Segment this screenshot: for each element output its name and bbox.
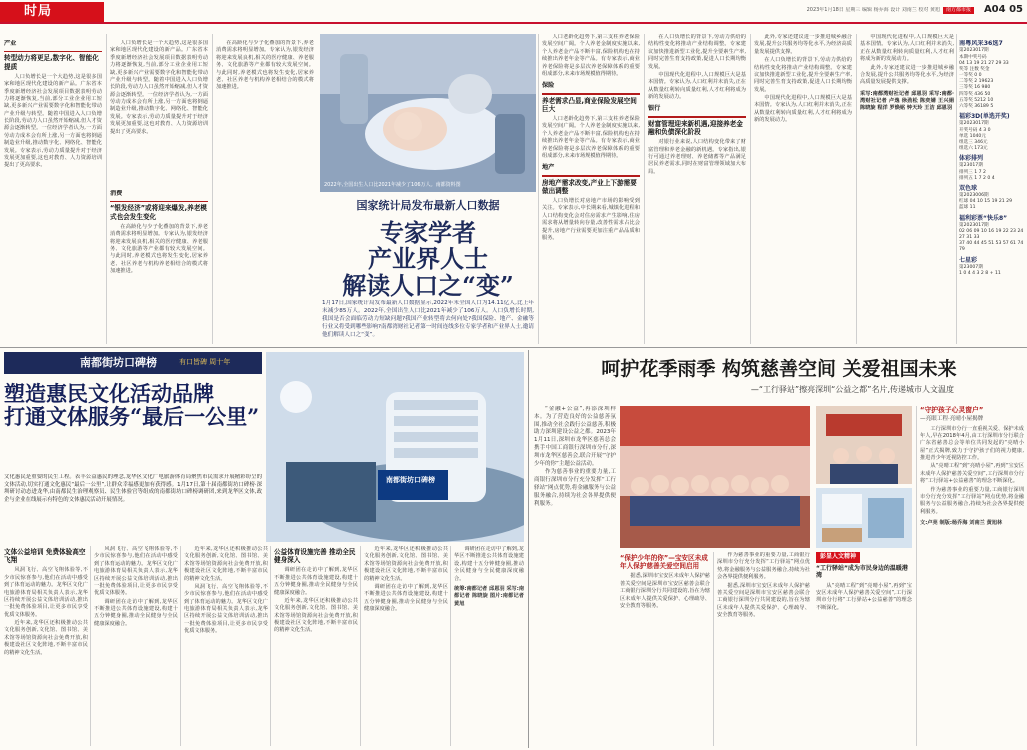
br-box-paragraph-c: 作为慈善事业的重要力量,工商银行深圳市分行充分发挥“工行驿站”网点优势,将金融服务与公益服务融合,持续为社会各界提供便利服务。 (920, 486, 1024, 515)
lottery-row: 37 40 44 45 51 53 57 61 74 79 (959, 241, 1024, 253)
col-rule (450, 546, 451, 746)
sec-industry-body-cont (110, 40, 208, 136)
building-photo-illustration (266, 352, 524, 542)
br-box-paragraph: 工行深圳市分行一直重视关爱、保护未成年人,早在2018年4月,由工行深圳市分行联合广东省慈善总会等单位共同发起的“亮晴小屋”正式揭牌,致力于守护孩子们的视力健康,推进青少年近视防控工作。 (920, 425, 1024, 462)
lottery-draw: 第2023017期 (959, 222, 989, 228)
br-byline: 文:卢亮 制版:杨乔海 刘南兰 黄旭林 (920, 520, 1003, 527)
br-col-3 (717, 552, 810, 746)
right-paragraph-b2: 中国现代化进程中,人口规模巨大是基本国情。专家认为,人口红利并未消失,正在从数量红利转向质量红利,人才红利将成为新的发展动力。 (754, 95, 852, 124)
lottery-draw: 第2023017期 (959, 48, 989, 54)
cover-photo-caption: 2022年,全国出生人口比2021年减少了106万人。南都资料图 (324, 181, 461, 188)
sec-divider (4, 51, 102, 53)
brand-banner-title: 南都街坊口碑榜 (80, 356, 157, 369)
consumption-section (110, 190, 208, 344)
br-intro (534, 406, 616, 508)
sec-property-title: 房地产需求改变,产业上下游需要做出调整 (542, 178, 637, 195)
lottery-row: 五等奖 5212 10 (959, 97, 994, 103)
lottery-row: 本期中奖号码 (959, 54, 987, 60)
left-column-2 (110, 40, 208, 180)
bl-body6-paragraph: 调研团在走访中了解到,龙华区不断推进公共体育设施建设,构建十五分钟健身圈,推动全民健身与全民健康深度融合。 (454, 546, 524, 582)
lottery-row: 二等奖 2 19623 (959, 79, 994, 85)
lottery-draw: 第2023006期 (959, 193, 989, 199)
consumption-paragraph-cont: 在高龄化与少子化叠加的背景下,养老消费需求将明显增加。专家认为,银发经济将迎来发展良机,相关的医疗健康、养老服务、文化旅游等产业都有较大发展空间。与此同时,养老模式也将发生变化,居家养老、社区养老与机构养老相结合的模式将加速推进。 (216, 40, 314, 91)
lottery-row: 开奖号码 4 3 0 (959, 127, 991, 133)
bl-body1-paragraph-b: 近年来,龙华区还积极推动公共文化服务创新,文化馆、图书馆、美术馆等场馆资源向社会免费开放,积极建设社区文化阵地,不断丰富市民的精神文化生活。 (4, 620, 88, 656)
bl-col-3 (184, 546, 268, 746)
cover-title-line3: 解读人口之“变” (342, 270, 514, 300)
bl-body4 (274, 567, 358, 634)
cover-subhead-wrap (320, 198, 536, 218)
br-subtitle: —“工行驿站”擦亮深圳“公益之都”名片,传递城市人文温度 (750, 385, 954, 394)
lottery-title-ssq: 双色球 (959, 184, 978, 192)
cover-lead-text: 1月17日,国家统计局发布最新人口数据显示,2022年末全国人口为14.11亿人,比上年末减少85万人。2022年,全国出生人口比2021年减少了106万人。人口负增长时期,我国是否会面临劳动力短缺问题?我国产业转型将去何向处?我国保险、地产、金融等行业又将受到哪些影响?南都湾财社记者第一时间连线多位专家学者和产业界人士,邀请他们解读人口之“变”。 (322, 300, 534, 338)
left-column (4, 40, 102, 345)
lottery-sidebar (959, 40, 1025, 344)
bl-body5-paragraph-b: 调研团在走访中了解到,龙华区不断推进公共体育设施建设,构建十五分钟健身圈,推动全民健身与全民健康深度融合。 (364, 583, 448, 612)
bl-body5 (364, 546, 448, 613)
lottery-title-pl: 体彩排列 (959, 155, 984, 163)
br-intro-paragraph: “金融+公益”,再添深圳样本。为了营造良好的公益慈善氛围,推动全社会践行公益慈善,积极助力深圳建设公益之都。2023年1月11日,深圳市龙华区慈善总会携手中国工商银行深圳市分行,深圳市龙华区慈善会,联合开展“守护少年的你”主题公益活动。 (534, 406, 616, 467)
bl-body1 (4, 567, 88, 657)
col-rule (270, 546, 271, 746)
bl-sub2: 公益体育设施完善 推动全民健身深入 (274, 548, 356, 565)
lottery-row: 红球 04 10 15 19 21 29 (959, 199, 1013, 205)
bl-body2-paragraph: 风洞飞行、高空飞翔体验等,不少市民惊喜参与,他们在活动中感受到了体育运动的魅力。龙华区文化广电旅游体育局相关负责人表示,龙华区持续开展公益文体培训活动,推出一批免费体验项目,让更多市民享受优质文体服务。 (94, 546, 178, 597)
br-intro-paragraph-b: 作为慈善事业的重要力量,工商银行深圳市分行充分发挥“工行驿站”网点优势,将金融服务与公益服务融合,持续为社会各界提供便利服务。 (534, 469, 616, 507)
right-body-a (648, 34, 746, 101)
sec-divider (542, 93, 640, 95)
section-tag: 时局 (0, 2, 104, 22)
lottery-row: 排列五 1 7 2 0 4 (959, 175, 995, 181)
sec-consumption-paragraph: 在高龄化与少子化叠加的背景下,养老消费需求将明显增加。专家认为,银发经济将迎来发展良机,相关的医疗健康、养老服务、文化旅游等产业都有较大发展空间。与此同时,养老模式也将发生变化,居家养老、社区养老与机构养老相结合的模式将加速推进。 (110, 223, 208, 275)
reporter-line: 采写:南都湾财社记者 邱恩羽 采写:南都·湾财社记者 卢逸 徐劲松 陈奕婧 王兴娟 陈晓旋 程洋 罗焕铭 钟天玲 王洁 邱恩羽 (860, 90, 954, 112)
mid-right-column-3 (754, 34, 852, 344)
br-col-4 (816, 406, 912, 746)
right-paragraph-a: 在人口负增长的背景下,劳动力供给的结构性变化将推动产业结构调整。专家建议加快推进新型工业化,提升全要素生产率,同时完善生育支持政策,促进人口长期均衡发展。 (648, 34, 746, 70)
brand-banner (4, 352, 262, 374)
cover-title (320, 220, 536, 299)
br-col-1 (534, 406, 616, 746)
br-body1 (620, 573, 710, 610)
section-divider (0, 347, 1027, 348)
bottom-left-lead-text: 文化惠民是重要的民生工程。表丰公益惠民的理念,龙华区文化广电旅游体育局聚焦市民需求开展精彩纷呈的文体活动,切实打通文化惠民“最后一公里”,让群众幸福感更加有获得感。1月17日,第十届南都街坊口碑榜·深圳研讨动态进龙华,由南都民生治理观察员、民生体验官等组成的南都街坊口碑榜调研团,来到龙华区文体,政企与企业在线展示有特色的文体惠民活动开展情况。 (4, 474, 262, 504)
consumption-body-cont (216, 40, 314, 92)
cover-title-line2: 产业界人士 (368, 244, 488, 274)
lottery-draw: 第23007期 (959, 264, 983, 270)
sec-industry-paragraph-cont: 人口负增长是一个大趋势,这是很多国家和地区现代化建设的新产品。广东省本季度新增经济社会发展项目数据表明劳动力将逐渐恢复,当前,部分工业企业用工短缺,更多新兴产业需要数字化和智能化带动产业升级与转型。随着中国进入人口负增长阶段,劳动力人口虽然开始缩减,但人才资源会逐渐转型。一位经济学者认为,一方面劳动力成本会有所上涨,另一方面也将倒逼制造业升级,推动数字化、网络化、智能化发展。专家表示,劳动力质量提升对于经济发展更加重要,这也对教育、人力资源培训提出了更高要求。 (110, 40, 208, 135)
col-rule (212, 34, 213, 344)
insurance-pre-paragraph: 人口老龄化趋势下,第三支柱养老保险发展空间广阔。个人养老金制度实施以来,个人养老金产品不断丰富,保险机构也在持续推出养老年金等产品。有专家表示,商业养老保险将是多层次养老保障体系的重要组成部分,未来市场规模值得期待。 (542, 34, 640, 77)
bl-col-6 (454, 546, 524, 746)
lottery-row: 单选 1040元 (959, 133, 986, 139)
br-photo-small (816, 406, 912, 484)
page-number: A04 05 (983, 4, 1023, 15)
bl-byline: 统筹:南都记者 邱恩羽 采写:南都记者 陈晓旋 图片:南都记者 黄旭 (454, 585, 524, 607)
br-body2 (717, 552, 810, 619)
sec-divider (110, 201, 208, 203)
br-brand-body (816, 583, 912, 613)
bank-paragraph: 对银行业来说,人口结构变化带来了财富管理和养老金融的新机遇。专家指出,银行可通过养老理财、养老储蓄等产品满足居民养老需求,同时在财富管理领域加大布局。 (648, 139, 746, 175)
lottery-row: 一等奖 0 0 (959, 73, 982, 79)
lottery-title-qxc: 七星彩 (959, 256, 978, 264)
col-rule (538, 34, 539, 344)
lottery-row: 02 06 09 10 16 19 22 23 24 27 31 33 (959, 228, 1024, 241)
bottom-left-title-line1: 塑造惠民文化活动品牌 (4, 381, 214, 406)
right-paragraph-a2: 在人口负增长的背景下,劳动力供给的结构性变化将推动产业结构调整。专家建议加快推进新型工业化,提升全要素生产率,同时完善生育支持政策,促进人口长期均衡发展。 (754, 57, 852, 93)
bl-body3-paragraph-b: 风洞飞行、高空飞翔体验等,不少市民惊喜参与,他们在活动中感受到了体育运动的魅力。龙华区文化广电旅游体育局相关负责人表示,龙华区持续开展公益文体培训活动,推出一批免费体验项目,让更多市民享受优质文体服务。 (184, 583, 268, 635)
page-gutter (528, 350, 529, 748)
room-photo-illustration (816, 488, 912, 548)
sec-consumption-body (110, 224, 208, 276)
lottery-row: 蓝球 11 (959, 205, 976, 211)
bottom-left-photo (266, 352, 524, 542)
col-rule (180, 546, 181, 746)
lottery-title: 南粤风采36选7 (959, 40, 1003, 47)
sec-industry-paragraph: 人口负增长是一个大趋势,这是很多国家和地区现代化建设的新产品。广东省本季度新增经济社会发展项目数据表明劳动力将逐渐恢复,当前,部分工业企业用工短缺,更多新兴产业需要数字化和智能化带动产业升级与转型。随着中国进入人口负增长阶段,劳动力人口虽然开始缩减,但人才资源会逐渐转型。一位经济学者认为,一方面劳动力成本会有所上涨,另一方面也将倒逼制造业升级,推动数字化、网络化、智能化发展。专家表示,劳动力质量提升对于经济发展更加重要,这也对教育、人力资源培训提出了更高要求。 (4, 73, 102, 169)
bl-body2-paragraph-b: 调研团在走访中了解到,龙华区不断推进公共体育设施建设,构建十五分钟健身圈,推动全民健身与全民健康深度融合。 (94, 598, 178, 627)
col-rule (360, 546, 361, 746)
lottery-row: 六等奖 36189 5 (959, 104, 994, 110)
col-rule (713, 552, 714, 746)
sec-consumption-title: “银发经济”或将迎来爆发,养老模式也会发生变化 (110, 204, 207, 221)
cover-photo (320, 34, 536, 192)
brand-banner-sub: 有口皆碑 周十年 (179, 358, 231, 366)
bl-body3-paragraph: 近年来,龙华区还积极推动公共文化服务创新,文化馆、图书馆、美术馆等场馆资源向社会免费开放,积极建设社区文化阵地,不断丰富市民的精神文化生活。 (184, 546, 268, 582)
col-rule (916, 406, 917, 746)
br-brand-sub: “工行驿站”成为市民身边的温暖港湾 (816, 564, 908, 580)
br-photo-room (816, 488, 912, 548)
lottery-title-3d: 福彩3D(单选开奖) (959, 113, 1010, 121)
sec-insurance-label: 保险 (542, 82, 555, 90)
sec-bank-label: 银行 (648, 105, 661, 113)
br-box-sub: —亮眼工程·亮晴小屋揭牌 (920, 415, 984, 422)
ceremony-photo-illustration (816, 406, 912, 484)
bl-col-4 (274, 546, 358, 746)
lottery-row: 四等奖 436 50 (959, 91, 991, 97)
sec-divider (542, 175, 640, 177)
right-body-c (754, 34, 852, 125)
br-sub1: “保护少年的你”—宝安区未成年人保护慈善关爱空间启用 (620, 554, 708, 571)
cover-lead (322, 300, 534, 346)
br-body1-paragraph: 据悉,深圳市宝安区未成年人保护慈善关爱空间是深圳市宝安区慈善会联合工商银行深圳分行共同建设的,旨在为辖区未成年人提供关爱保护、心理疏导、安全教育等服务。 (620, 573, 710, 609)
bl-body3 (184, 546, 268, 636)
br-box-paragraph-b: 从“亮晴工程”到“亮晴小屋”,再到“宝安区未成年人保护慈善关爱空间”,工行深圳市分行将“工行驿站+公益慈善”的理念不断深化。 (920, 463, 1024, 485)
br-box-title: “守护孩子心灵窗户” (920, 406, 984, 414)
bl-body6 (454, 546, 524, 583)
bottom-left-title-line2: 打通文体服务“最后一公里” (4, 404, 260, 430)
col-rule (90, 546, 91, 746)
lottery-title-kl8: 福利彩票“快乐8” (959, 214, 1008, 222)
lottery-row: 三等奖 16 980 (959, 85, 991, 91)
br-brand-heading (816, 552, 912, 563)
mid-right-column-1 (542, 34, 640, 344)
bl-body4-paragraph-b: 近年来,龙华区还积极推动公共文化服务创新,文化馆、图书馆、美术馆等场馆资源向社会免费开放,积极建设社区文化阵地,不断丰富市民的精神文化生活。 (274, 597, 358, 634)
mid-right-column-4 (860, 34, 954, 344)
lottery-draw: 第2023017期 (959, 121, 989, 127)
sec-industry-title: 转型动力将更足,数字化、智能化提质 (4, 54, 99, 71)
right-paragraph-d: 中国现代化进程中,人口规模巨大是基本国情。专家认为,人口红利并未消失,正在从数量红利转向质量红利,人才红利将成为新的发展动力。 (860, 34, 954, 63)
mid-right-column-2 (648, 34, 746, 344)
bl-body1-paragraph: 风洞飞行、高空飞翔体验等,不少市民惊喜参与,他们在活动中感受到了体育运动的魅力。龙华区文化广电旅游体育局相关负责人表示,龙华区持续开展公益文体培训活动,推出一批免费体验项目,让更多市民享受优质文体服务。 (4, 567, 88, 618)
bl-col-1 (4, 546, 88, 746)
masthead-brand-tag: 南方都市报 (943, 7, 974, 14)
br-title: 呵护花季雨季 构筑慈善空间 关爱祖国未来 (601, 358, 957, 380)
bl-body5-paragraph: 近年来,龙华区还积极推动公共文化服务创新,文化馆、图书馆、美术馆等场馆资源向社会免费开放,积极建设社区文化阵地,不断丰富市民的精神文化生活。 (364, 546, 448, 582)
br-brand-badge: 彭显人文精神 (816, 552, 860, 563)
cover-title-line1: 专家学者 (380, 218, 476, 247)
br-title-wrap (534, 356, 1024, 382)
br-subtitle-wrap (534, 384, 1024, 396)
br-body2-paragraph-b: 据悉,深圳市宝安区未成年人保护慈善关爱空间是深圳市宝安区慈善会联合工商银行深圳分行共同建设的,旨在为辖区未成年人提供关爱保护、心理疏导、安全教育等服务。 (717, 582, 810, 618)
sec-industry-body (4, 74, 102, 170)
insurance-paragraph: 人口老龄化趋势下,第三支柱养老保险发展空间广阔。个人养老金制度实施以来,个人养老金产品不断丰富,保险机构也在持续推出养老年金等产品。有专家表示,商业养老保险将是多层次养老保障体系的重要组成部分,未来市场规模值得期待。 (542, 116, 640, 159)
baby-photo-illustration (320, 34, 536, 192)
bottom-left-lead (4, 474, 262, 540)
right-body-d (860, 34, 954, 87)
bl-sub1: 文体公益培训 免费体验高空飞翔 (4, 548, 86, 565)
lottery-row: 奖等 注数 奖金 (959, 66, 990, 72)
property-paragraph: 人口负增长对房地产市场的影响受到关注。专家表示,中长期来看,城镇化进程和人口结构变化会对住房需求产生影响,住房需求将从增量转向存量,改善性需求占比会提升,房地产行业需要更加注重产品品质和服务。 (542, 198, 640, 241)
sec-divider (648, 116, 746, 118)
col-rule (106, 34, 107, 344)
bl-body2 (94, 546, 178, 628)
br-body2-paragraph: 作为慈善事业的重要力量,工商银行深圳市分行充分发挥“工行驿站”网点优势,将金融服务与公益服务融合,持续为社会各界提供便利服务。 (717, 552, 810, 581)
lottery-row: 组选三 346元 (959, 139, 988, 145)
photo-banner-text: 南都街坊口碑榜 (386, 476, 435, 484)
bottom-left-title (4, 382, 262, 428)
sec-insurance-title: 养老需求凸显,商业保险发展空间巨大 (542, 96, 637, 113)
sec-bank-title: 财富管理迎来新机遇,迎接养老金融和负债深化阶段 (648, 119, 743, 136)
group-photo-illustration (620, 406, 810, 548)
br-box-body (920, 426, 1024, 517)
bl-col-2 (94, 546, 178, 746)
masthead-meta (807, 7, 977, 14)
mid-column-1 (216, 40, 314, 345)
br-col-5 (920, 406, 1024, 746)
bl-col-5 (364, 546, 448, 746)
bl-body4-paragraph: 调研团在走访中了解到,龙华区不断推进公共体育设施建设,构建十五分钟健身圈,推动全民健身与全民健康深度融合。 (274, 567, 358, 596)
br-col-2 (620, 552, 710, 746)
right-paragraph-e: 此外,专家还建议进一步推进城乡融合发展,提升公共服务均等化水平,为经济高质量发展提供支撑。 (860, 64, 954, 86)
right-paragraph-b: 中国现代化进程中,人口规模巨大是基本国情。专家认为,人口红利并未消失,正在从数量红利转向质量红利,人才红利将成为新的发展动力。 (648, 71, 746, 100)
col-rule (856, 34, 857, 344)
sec-industry-label: 产业 (4, 40, 17, 47)
bank-body (648, 139, 746, 176)
lottery-row: 04 13 19 21 27 29 33 (959, 60, 1009, 66)
insurance-body (542, 116, 640, 160)
lottery-row: 1 0 4 4 3 2 8 + 11 (959, 270, 1001, 276)
lottery-draw: 第23017期 (959, 163, 983, 169)
right-paragraph-c: 此外,专家还建议进一步推进城乡融合发展,提升公共服务均等化水平,为经济高质量发展提供支撑。 (754, 34, 852, 55)
br-brand-paragraph: 从“亮晴工程”到“亮晴小屋”,再到“宝安区未成年人保护慈善关爱空间”,工行深圳市分行将“工行驿站+公益慈善”的理念不断深化。 (816, 582, 912, 611)
insurance-body-pre (542, 34, 640, 78)
property-body (542, 198, 640, 242)
sec-property-label: 地产 (542, 164, 555, 172)
lottery-row: 排列三 1 7 2 (959, 169, 986, 175)
masthead-meta-text: 2023年1月18日 星期三 编辑 杨乔海 设计 刘南兰 校对 黄旭 (806, 7, 940, 13)
col-rule (956, 34, 957, 344)
br-photo-group (620, 406, 810, 548)
cover-subhead: 国家统计局发布最新人口数据 (356, 199, 500, 212)
sec-consumption-label: 消费 (110, 190, 123, 197)
col-rule (750, 34, 751, 344)
blank (232, 180, 316, 182)
lottery-row: 组选六 173元 (959, 146, 988, 152)
col-rule (644, 34, 645, 344)
